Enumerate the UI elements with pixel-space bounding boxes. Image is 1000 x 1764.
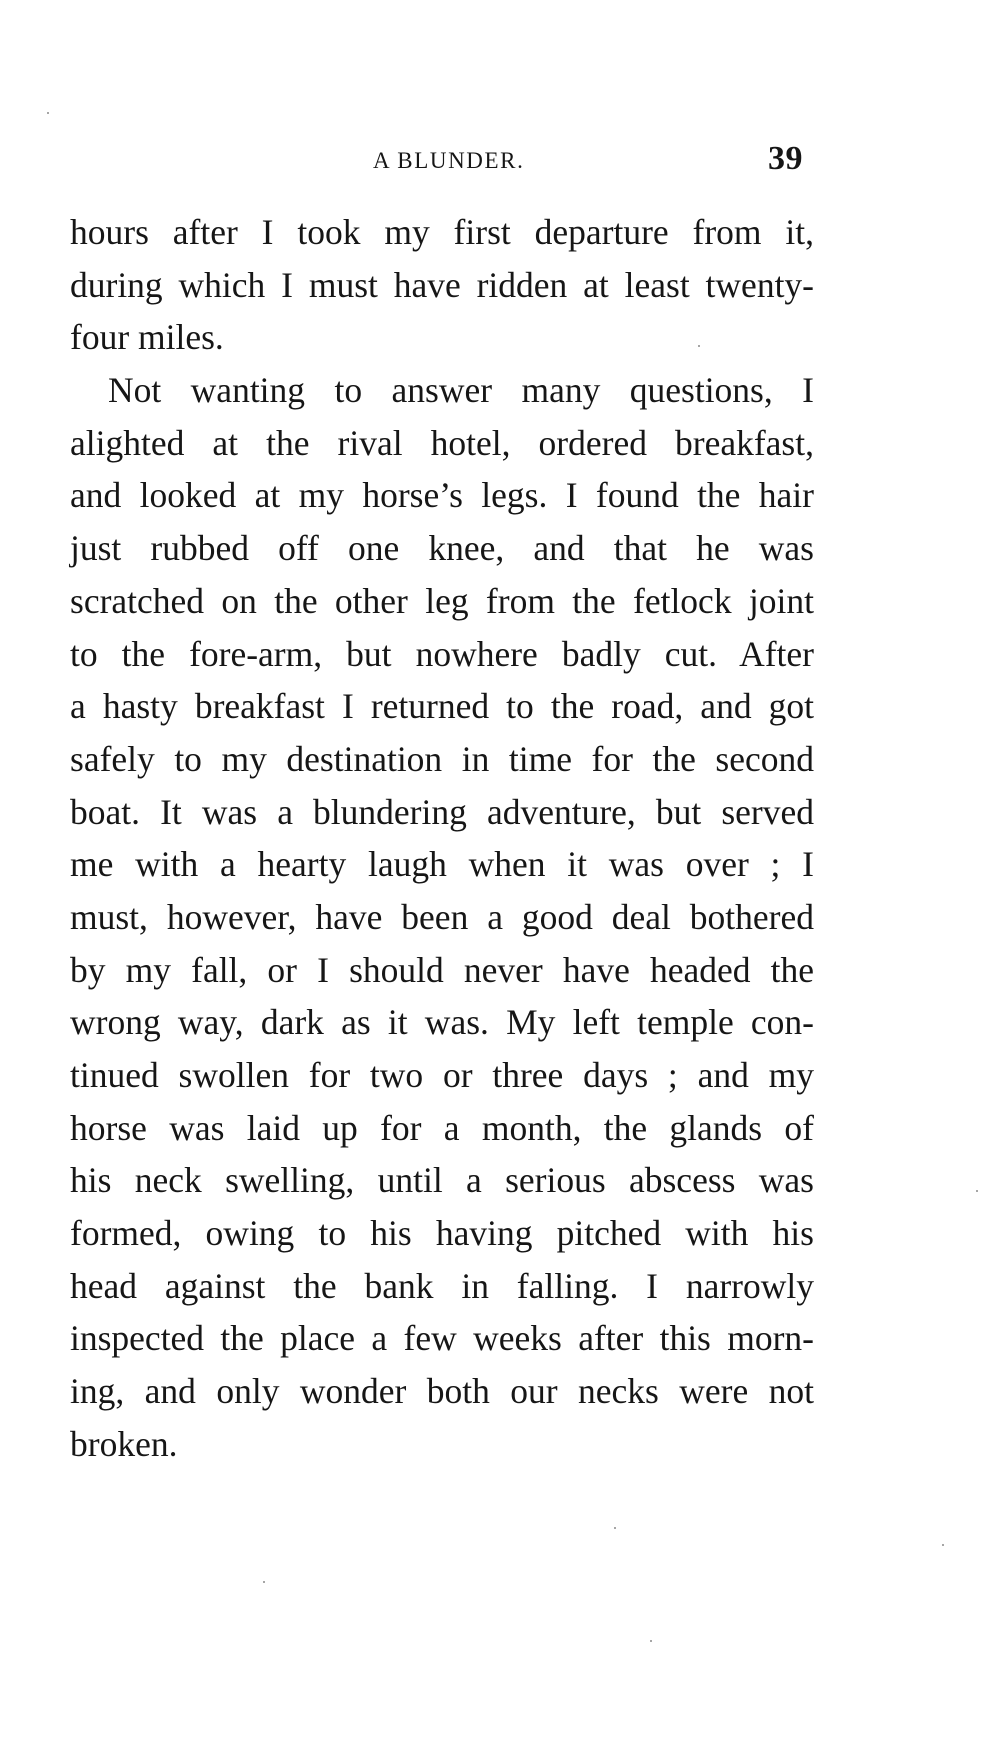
text-line: formed, owing to his having pitched with his [70,1213,814,1254]
scan-speck [263,1581,265,1583]
text-line: head against the bank in falling. I narrowly [70,1265,814,1306]
text-line: to the fore-arm, but nowhere badly cut. After [70,633,814,674]
text-line: during which I must have ridden at least twenty- [70,264,814,305]
text-line: boat. It was a blundering adventure, but served [70,791,814,832]
page-number: 39 [768,140,803,177]
text-line: just rubbed off one knee, and that he was [70,528,814,569]
text-line: horse was laid up for a month, the glands of [70,1107,814,1148]
text-line: safely to my destination in time for the second [70,738,814,779]
text-line: and looked at my horse’s legs. I found the hair [70,475,814,516]
scan-speck [650,1640,652,1642]
scan-speck [614,1527,616,1529]
scan-speck [47,112,49,114]
paragraph [70,206,814,364]
scan-speck [976,1190,978,1192]
text-line: inspected the place a few weeks after this morn- [70,1318,814,1359]
running-title: A BLUNDER. [373,148,525,173]
text-line: hours after I took my first departure from it, [70,212,814,252]
text-line: Not wanting to answer many questions, I [108,370,814,411]
scan-speck [698,345,700,347]
text-line: by my fall, or I should never have headed the [70,949,814,990]
text-line: tinued swollen for two or three days ; and my [70,1055,814,1095]
text-line: wrong way, dark as it was. My left temple con- [70,1002,814,1043]
text-line: scratched on the other leg from the fetlock joint [70,580,814,621]
body-text [70,206,814,1471]
text-line: ing, and only wonder both our necks were not [70,1371,814,1412]
text-line: me with a hearty laugh when it was over ; I [70,844,814,885]
text-line: must, however, have been a good deal bothered [70,896,814,937]
paragraph [70,364,814,1470]
running-head [0,140,1000,184]
text-line: four miles. [70,317,224,358]
text-line: broken. [70,1423,178,1464]
text-line: alighted at the rival hotel, ordered breakfast, [70,422,814,463]
text-line: his neck swelling, until a serious abscess was [70,1160,814,1201]
scan-speck [942,1544,944,1546]
text-line: a hasty breakfast I returned to the road, and got [70,686,814,727]
